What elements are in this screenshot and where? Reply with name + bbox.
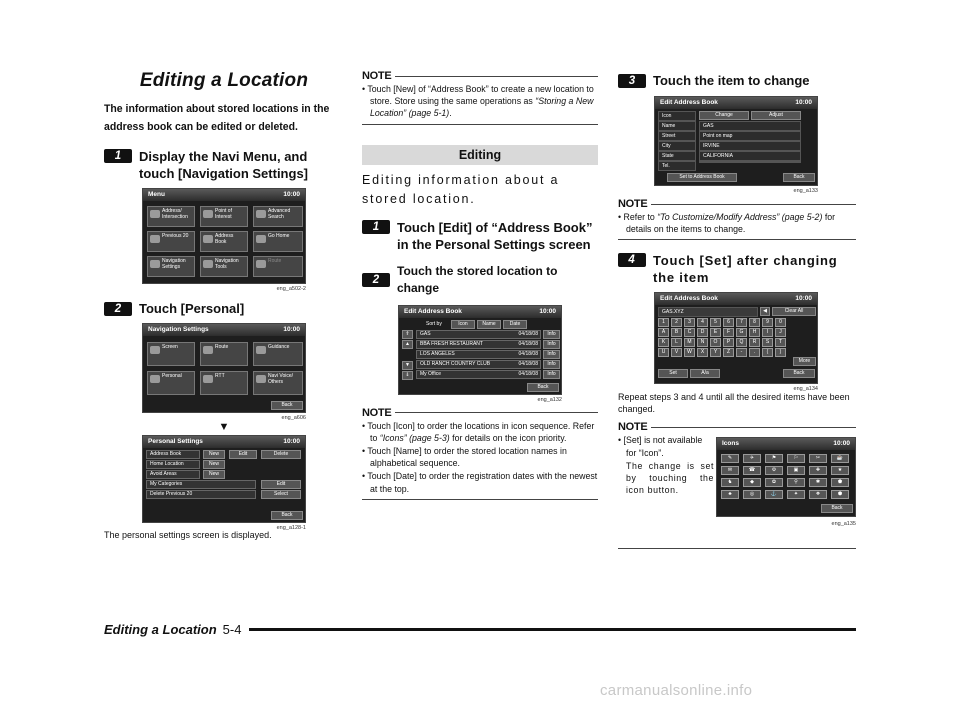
footer-rule	[249, 628, 856, 631]
note-reference: “Storing a New Location” (page 5-1)	[370, 96, 594, 119]
back-button: Back	[783, 369, 815, 378]
case-toggle-button: A/a	[690, 369, 720, 378]
info-button: Info	[543, 330, 560, 339]
location-icon-button: ♣	[721, 490, 739, 499]
footer-page-number: 5-4	[222, 622, 242, 637]
location-icon-button: ⚓	[765, 490, 783, 499]
note-header	[618, 198, 856, 210]
screen-header	[143, 436, 305, 448]
keyboard-key: M	[684, 338, 695, 347]
menu-screenshot	[142, 188, 306, 284]
note-rule	[362, 499, 598, 500]
note-icon	[618, 421, 856, 549]
location-icon-button: ⚲	[787, 478, 805, 487]
note-bullet: • Touch [Name] to order the stored location names in alphabetical sequence.	[362, 446, 567, 469]
location-icon-button: ❖	[809, 490, 827, 499]
keyboard-key: T	[775, 338, 786, 347]
location-icon-button: ◎	[743, 490, 761, 499]
screen-title: Edit Address Book	[660, 295, 718, 303]
step-text: Touch [Personal]	[139, 301, 245, 316]
scroll-up-icon: ▲	[402, 340, 413, 349]
keyboard-key: L	[671, 338, 682, 347]
keyboard-key: (	[762, 348, 773, 357]
footer-title: Editing a Location	[104, 622, 217, 637]
screen-header	[143, 189, 305, 201]
back-button: Back	[271, 401, 303, 410]
intro-text: The information about stored locations in the address book can be edited or deleted.	[104, 103, 330, 133]
figure-id: eng_a135	[831, 521, 856, 528]
field-label: City	[658, 141, 696, 151]
step-number: 1	[104, 149, 132, 163]
location-name: My Office	[420, 370, 442, 377]
location-name: LOS ANGELES	[420, 350, 455, 357]
page-footer	[104, 622, 856, 637]
row-home-location: Home Location	[146, 460, 200, 469]
keyboard-key: 4	[697, 318, 708, 327]
step-text: Touch [Set] after changing the item	[653, 253, 838, 286]
location-date: 04/18/08	[518, 350, 538, 357]
note-text: Touch [Name] to order the stored location names in alphabetical sequence.	[367, 446, 567, 469]
edit-address-button: Edit	[229, 450, 257, 459]
left-column	[104, 68, 344, 541]
step-number: 1	[362, 220, 390, 234]
step-number: 2	[362, 273, 390, 287]
location-icon-button: ☕	[831, 454, 849, 463]
keyboard-key: D	[697, 328, 708, 337]
location-name: OLD RANCH COUNTRY CLUB	[420, 360, 491, 367]
location-date: 04/18/08	[518, 330, 538, 337]
down-arrow-icon: ▼	[218, 421, 230, 433]
location-row	[416, 340, 541, 349]
menu-tile-go-home: Go Home	[253, 231, 303, 252]
sort-icon-button: Icon	[451, 320, 475, 329]
new-home-button: New	[203, 460, 225, 469]
menu-tile-navigation-settings: Navigation Settings	[147, 256, 195, 277]
change-icon-button: Change	[699, 111, 749, 120]
note-text: Refer to	[623, 212, 658, 222]
row-address-book: Address Book	[146, 450, 200, 459]
row-avoid-areas: Avoid Areas	[146, 470, 200, 479]
field-label: State	[658, 151, 696, 161]
nav-tile-personal: Personal	[147, 371, 195, 395]
step-4-touch-set	[618, 252, 856, 286]
note-sort-order	[362, 407, 598, 500]
scroll-bottom-icon: ⇓	[402, 371, 413, 380]
watermark: carmanualsonline.info	[600, 682, 753, 699]
screen-header	[717, 438, 855, 450]
screen-time: 10:00	[795, 295, 812, 303]
select-button: Select	[261, 490, 301, 499]
step-text: Touch the item to change	[653, 73, 810, 88]
keyboard-key: .	[749, 348, 760, 357]
keyboard-key: P	[723, 338, 734, 347]
note-text: Touch [Date] to order the registration dates with the newest at the top.	[367, 471, 598, 494]
info-button: Info	[543, 350, 560, 359]
note-text-end: .	[449, 108, 452, 119]
middle-column	[362, 68, 598, 500]
state-value: CALIFORNIA	[699, 151, 801, 161]
keyboard-screenshot	[654, 292, 818, 384]
backspace-icon: ◀	[760, 307, 770, 316]
menu-tile-navigation-tools: Navigation Tools	[200, 256, 248, 277]
new-avoid-button: New	[203, 470, 225, 479]
note-label: NOTE	[618, 198, 648, 210]
scroll-down-icon: ▼	[402, 361, 413, 370]
set-button: Set	[658, 369, 688, 378]
section-description: Editing information about a stored location.	[362, 172, 560, 206]
keyboard-key: 2	[671, 318, 682, 327]
screen-time: 10:00	[283, 438, 300, 445]
navigation-settings-screenshot	[142, 323, 306, 413]
adjust-button: Adjust	[751, 111, 801, 120]
step-3-touch-item	[618, 72, 856, 89]
screen-title: Navigation Settings	[148, 326, 209, 333]
edit-item-screenshot	[654, 96, 818, 186]
location-icon-button: ✂	[809, 454, 827, 463]
menu-tile-poi: Point of Interest	[200, 206, 248, 227]
keyboard-key: I	[762, 328, 773, 337]
note-text-end: for details on the items to change.	[626, 212, 836, 235]
figure-id: eng_a133	[793, 188, 818, 194]
name-value: GAS	[699, 121, 801, 131]
scroll-top-icon: ⇑	[402, 330, 413, 339]
note-bullet: • Touch [New] of “Address Book” to create a new location to store. Store using the same operations as “Storing a New Location” (page 5-1).	[362, 84, 594, 119]
new-address-button: New	[203, 450, 225, 459]
keyboard-key: W	[684, 348, 695, 357]
keyboard-key: A	[658, 328, 669, 337]
page-title: Editing a Location	[139, 70, 309, 91]
screen-time: 10:00	[795, 99, 812, 106]
repeat-instruction: Repeat steps 3 and 4 until all the desired items have been changed.	[618, 392, 850, 415]
note-continuation: The change is set by touching the icon button.	[626, 460, 714, 496]
note-text: Touch [New] of “Address Book” to create a new location to store. Store using the same operations as	[367, 84, 594, 107]
note-text-end: for details on the icon priority.	[449, 432, 567, 443]
location-icon-button: ⚑	[765, 454, 783, 463]
location-date: 04/18/08	[518, 340, 538, 347]
keyboard-key: 8	[749, 318, 760, 327]
note-rule	[362, 124, 598, 125]
keyboard-key: N	[697, 338, 708, 347]
menu-tile-address-book: Address Book	[200, 231, 248, 252]
personal-settings-screenshot	[142, 435, 306, 523]
back-button: Back	[527, 383, 559, 392]
screen-header	[655, 293, 817, 305]
delete-address-button: Delete	[261, 450, 301, 459]
location-icon-button: ✉	[721, 466, 739, 475]
field-label: Icon	[658, 111, 696, 121]
keyboard-key: G	[736, 328, 747, 337]
screen-title: Edit Address Book	[660, 99, 718, 106]
street-value: Point on map	[699, 131, 801, 141]
note-rule	[618, 548, 856, 549]
menu-tile-route: Route	[253, 256, 303, 277]
keyboard-key: U	[658, 348, 669, 357]
keyboard-key: 7	[736, 318, 747, 327]
keyboard-key: 5	[710, 318, 721, 327]
step-2-touch-location	[362, 263, 598, 297]
note-header	[362, 70, 598, 82]
step-1-touch-edit	[362, 219, 598, 253]
nav-tile-rtt: RTT	[200, 371, 248, 395]
field-label: Street	[658, 131, 696, 141]
edit-categories-button: Edit	[261, 480, 301, 489]
field-label: Tel.	[658, 161, 696, 171]
location-row	[416, 360, 541, 369]
location-name: GAS	[420, 330, 431, 337]
note-reference: “To Customize/Modify Address” (page 5-2)	[657, 212, 823, 222]
note-text: Touch [Icon] to order the locations in icon sequence. Refer to	[367, 420, 595, 443]
step-number: 3	[618, 74, 646, 88]
location-icon-button: ⚙	[765, 466, 783, 475]
keyboard-key: C	[684, 328, 695, 337]
note-bullet: • Touch [Date] to order the registration dates with the newest at the top.	[362, 471, 598, 494]
note-reference: “Icons” (page 5-3)	[379, 432, 450, 443]
step-1-navi-menu	[104, 148, 344, 182]
back-button: Back	[821, 504, 853, 513]
keyboard-key: O	[710, 338, 721, 347]
step-text: Touch the stored location to change	[397, 263, 558, 295]
nav-tile-navi-voice: Navi Voice/ Others	[253, 371, 303, 395]
location-icon-button: ✦	[787, 490, 805, 499]
note-bullet: • Refer to “To Customize/Modify Address” (page 5-2) for details on the items to change.	[618, 212, 836, 235]
keyboard-key: B	[671, 328, 682, 337]
location-icon-button: ⬟	[831, 478, 849, 487]
note-customize	[618, 198, 856, 240]
keyboard-key: K	[658, 338, 669, 347]
location-icon-button: ✱	[809, 478, 827, 487]
location-icon-button: ✿	[765, 478, 783, 487]
keyboard-key: S	[762, 338, 773, 347]
screen-title: Edit Address Book	[404, 307, 462, 315]
location-date: 04/18/08	[518, 370, 538, 377]
keyboard-key: -	[736, 348, 747, 357]
step-text: Touch [Edit] of “Address Book” in the Personal Settings screen	[397, 219, 593, 252]
keyboard-key: Q	[736, 338, 747, 347]
location-icon-button: ★	[831, 466, 849, 475]
menu-tile-address: Address/ Intersection	[147, 206, 195, 227]
location-date: 04/18/08	[518, 360, 538, 367]
screen-title: Personal Settings	[148, 438, 203, 445]
step-number: 4	[618, 253, 646, 267]
figure-id: eng_a134	[793, 386, 818, 393]
figure-id: eng_a128-1	[276, 525, 306, 531]
location-row	[416, 350, 541, 359]
step-number: 2	[104, 302, 132, 316]
location-icon-button: ✎	[721, 454, 739, 463]
nav-tile-route: Route	[200, 342, 248, 366]
location-icon-button: ✚	[809, 466, 827, 475]
text-field: GAS.XYZ	[658, 307, 758, 317]
screen-time: 10:00	[539, 307, 556, 315]
info-button: Info	[543, 370, 560, 379]
figure-id: eng_a502-2	[276, 286, 306, 292]
icon-selection-screenshot	[716, 437, 856, 517]
location-icon-button: ◆	[743, 478, 761, 487]
keyboard-key: J	[775, 328, 786, 337]
section-heading: Editing	[362, 145, 598, 165]
keyboard-key: 9	[762, 318, 773, 327]
keyboard-key: Y	[710, 348, 721, 357]
keyboard-key: Z	[723, 348, 734, 357]
more-button: More	[793, 357, 816, 366]
location-icon-button: ✈	[743, 454, 761, 463]
screen-header	[143, 324, 305, 336]
note-header	[618, 421, 856, 433]
menu-tile-advanced-search: Advanced Search	[253, 206, 303, 227]
keyboard-key: 0	[775, 318, 786, 327]
edit-address-book-list-screenshot	[398, 305, 562, 395]
keyboard-key: E	[710, 328, 721, 337]
keyboard-key: 6	[723, 318, 734, 327]
figure-id: eng_a132	[537, 396, 562, 403]
screen-time: 10:00	[833, 440, 850, 448]
note-label: NOTE	[362, 70, 392, 82]
screen-time: 10:00	[283, 326, 300, 333]
menu-tile-previous: Previous 20	[147, 231, 195, 252]
row-delete-previous: Delete Previous 20	[146, 490, 256, 499]
note-bullet: • Touch [Icon] to order the locations in icon sequence. Refer to “Icons” (page 5-3) for details on the icon priority.	[362, 420, 595, 443]
keyboard-key: )	[775, 348, 786, 357]
field-label: Name	[658, 121, 696, 131]
info-button: Info	[543, 340, 560, 349]
screen-header	[655, 97, 817, 109]
nav-tile-guidance: Guidance	[253, 342, 303, 366]
note-text: [Set] is not available for “Icon”.	[623, 435, 703, 458]
note-label: NOTE	[618, 421, 648, 434]
back-button: Back	[783, 173, 815, 182]
note-bullet: • [Set] is not available for “Icon”.	[618, 435, 703, 458]
location-icon-button: ▣	[787, 466, 805, 475]
keyboard-key: V	[671, 348, 682, 357]
location-row	[416, 370, 541, 379]
tel-value	[699, 161, 801, 163]
step-2-personal	[104, 300, 344, 317]
location-name: BBA FRESH RESTAURANT	[420, 340, 483, 347]
screen-title: Icons	[722, 440, 739, 448]
back-button: Back	[271, 511, 303, 520]
location-icon-button: ⬢	[831, 490, 849, 499]
clear-all-button: Clear All	[772, 307, 816, 316]
note-rule	[618, 239, 856, 240]
right-column	[618, 68, 856, 549]
sort-date-button: Date	[503, 320, 527, 329]
keyboard-key: 1	[658, 318, 669, 327]
location-icon-button: ☎	[743, 466, 761, 475]
screen-time: 10:00	[283, 191, 300, 198]
city-value: IRVINE	[699, 141, 801, 151]
keyboard-key: F	[723, 328, 734, 337]
keyboard-key: X	[697, 348, 708, 357]
keyboard-key: 3	[684, 318, 695, 327]
keyboard-key: R	[749, 338, 760, 347]
keyboard-key: H	[749, 328, 760, 337]
location-icon-button: ⚐	[787, 454, 805, 463]
caption: The personal settings screen is displayed.	[104, 530, 272, 540]
note-new-location	[362, 70, 598, 125]
step-text: Display the Navi Menu, and touch [Navigation Settings]	[139, 149, 308, 181]
info-button: Info	[543, 360, 560, 369]
note-header	[362, 407, 598, 419]
location-icon-button: ♞	[721, 478, 739, 487]
sort-name-button: Name	[477, 320, 501, 329]
figure-id: eng_a606	[281, 415, 306, 421]
row-my-categories: My Categories	[146, 480, 256, 489]
screen-title: Menu	[148, 191, 165, 198]
note-label: NOTE	[362, 406, 392, 419]
nav-tile-screen: Screen	[147, 342, 195, 366]
screen-header	[399, 306, 561, 318]
location-row	[416, 330, 541, 339]
sort-by-label: Sort by	[426, 320, 442, 327]
set-to-address-book-button: Set to Address Book	[667, 173, 737, 182]
